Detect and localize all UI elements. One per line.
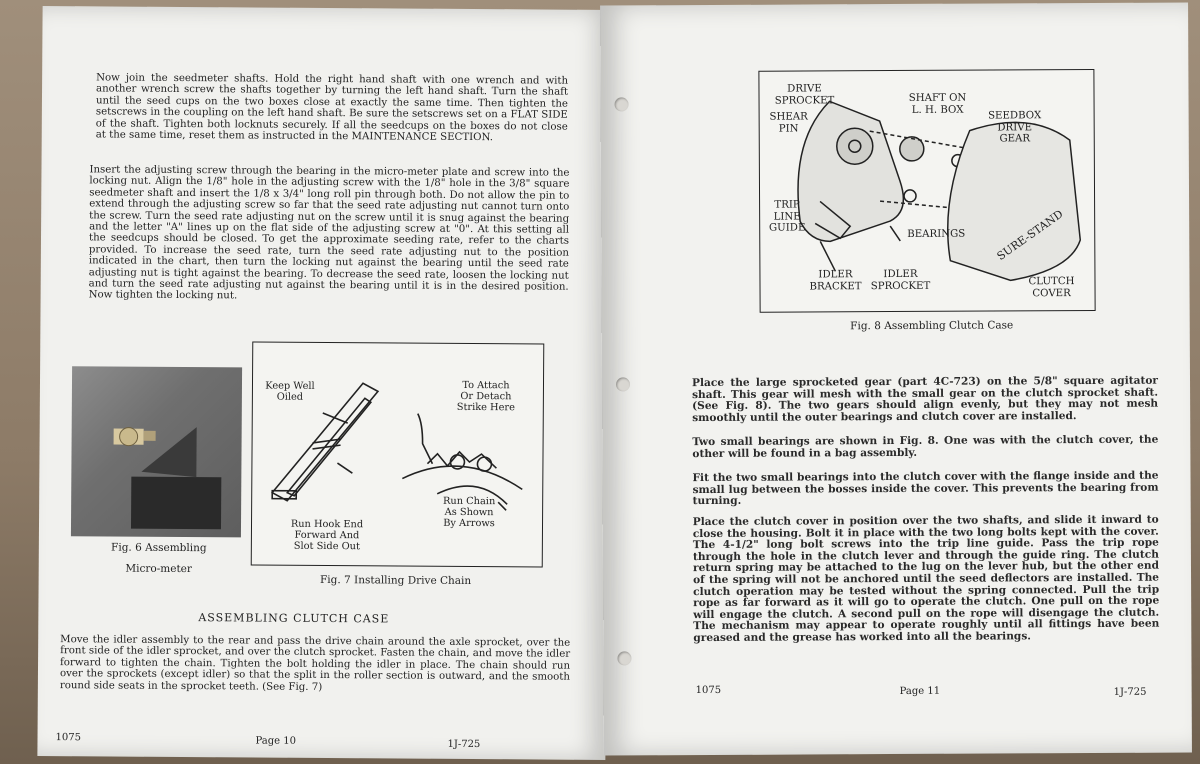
fig8-diagram bbox=[758, 69, 1095, 313]
section-heading: ASSEMBLING CLUTCH CASE bbox=[198, 611, 390, 626]
fig8-label-trip-line-guide: TRIP LINE GUIDE bbox=[768, 199, 806, 234]
fig8-label-clutch-cover: CLUTCH COVER bbox=[1028, 276, 1075, 299]
paragraph-fit-bearings: Fit the two small bearings into the clutch cover with the flange inside and the small lug between the bosses inside the cover. This prevents the bearing from turning. bbox=[692, 469, 1159, 508]
binder-hole bbox=[617, 651, 631, 665]
fig8-label-idler-bracket: IDLER BRACKET bbox=[809, 269, 862, 292]
page-number: Page 10 bbox=[255, 735, 297, 747]
fig8-label-drive-sprocket: DRIVE SPROCKET bbox=[774, 83, 835, 107]
page-11 bbox=[600, 2, 1192, 755]
fig8-caption: Fig. 8 Assembling Clutch Case bbox=[850, 319, 1014, 333]
page-10 bbox=[37, 6, 610, 760]
fig7-caption: Fig. 7 Installing Drive Chain bbox=[319, 573, 472, 588]
fig8-label-shear-pin: SHEAR PIN bbox=[769, 111, 808, 135]
binder-hole bbox=[616, 377, 630, 391]
fig6-caption-line2: Micro-meter bbox=[125, 562, 192, 576]
paragraph-clutch-case: Move the idler assembly to the rear and pass the drive chain around the axle sprocket, over the front side of the idler sprocket, and over the clutch sprocket. Fasten the chain, and move the idler forward to tighten the chain. Tighten the bolt holding the idler in place. The chain should run over the sprockets (except idler) so that the split in the roller section is outward, and the smooth round side seats in the sprocket teeth. (See Fig. 7) bbox=[59, 634, 571, 693]
fig6-photo bbox=[71, 366, 242, 537]
page-number: Page 11 bbox=[899, 685, 941, 697]
paragraph-join-shafts: Now join the seedmeter shafts. Hold the right hand shaft with one wrench and with another wrench screw the shafts together by turning the left hand shaft. Turn the shaft until the seed cups on the two boxes close at exactly the same time. Then tighten the setscrews in the coupling on the left hand shaft. Be sure the setscrews set on a FLAT SIDE of the shaft. Tighten both locknuts securely. If all the seedcups on the boxes do not close at the same time, reset them as instructed in the MAINTENANCE SECTION. bbox=[95, 72, 569, 144]
footer-code: 1075 bbox=[55, 732, 82, 744]
paragraph-sprocketed-gear: Place the large sprocketed gear (part 4C-723) on the 5/8" square agitator shaft. This gear will mesh with the small gear on the clutch sprocket shaft. (See Fig. 8). The two gears should align evenly, but they may not mesh smoothly until the outer bearings and clutch cover are installed. bbox=[691, 374, 1159, 424]
fig7-label-hook: Run Hook End Forward And Slot Side Out bbox=[290, 518, 364, 553]
fig7-label-attach: To Attach Or Detach Strike Here bbox=[456, 379, 515, 414]
fig8-label-shaft-lh-box: SHAFT ON L. H. BOX bbox=[908, 92, 967, 116]
footer-part: 1J-725 bbox=[447, 738, 481, 751]
binder-hole bbox=[615, 97, 629, 111]
fig6-caption-line1: Fig. 6 Assembling bbox=[111, 541, 207, 555]
paragraph-adjusting-screw: Insert the adjusting screw through the bearing in the micro-meter plate and screw into the locking nut. Align the 1/8" hole in the adjusting screw with the 1/8" hole in the 3/8" square seedmeter shaft and insert the 1/8 x 3/4" long roll pin through both. Do not allow the pin to extend through the adjusting screw so far that the seed rate adjusting nut cannot turn onto the screw. Turn the seed rate adjusting nut on the screw until it is snug against the bearing and the letter "A" lines up on the flat side of the adjusting screw at "0". At this setting all the seedcups should be closed. To get the approximate seeding rate, refer to the charts provided. To increase the seed rate, turn the seed rate adjusting nut to the position indicated in the chart, then turn the locking nut against the bearing until the seed rate adjusting nut is tight against the bearing. To decrease the seed rate, loosen the locking nut and turn the seed rate adjusting nut against the bearing until it is in the desired position. Now tighten the locking nut. bbox=[88, 164, 570, 302]
fig8-label-bearings: BEARINGS bbox=[907, 228, 966, 240]
paragraph-clutch-cover: Place the clutch cover in position over the two shafts, and slide it inward to close the housing. Bolt it in place with the two long bolts kept with the cover. The 4-1/2" long bolt screws into the trip line guide. Pass the trip rope through the hole in the clutch lever and through the guide ring. The clutch return spring may be attached to the lug on the lever hub, but the other end of the spring will not be anchored until the seed deflectors are installed. The clutch operation may be tested without the spring connected. Pull the trip rope as far forward as it will go to operate the clutch. One pull on the rope will engage the clutch. A second pull on the rope will disengage the clutch. The mechanism may appear to operate roughly until all fittings have been greased and the grease has worked into all the bearings. bbox=[692, 513, 1160, 645]
footer-part: 1J-725 bbox=[1113, 686, 1147, 698]
fig8-label-idler-sprocket: IDLER SPROCKET bbox=[870, 268, 931, 292]
svg-text:SURE-STAND: SURE-STAND bbox=[994, 207, 1066, 263]
fig7-label-keep-oiled: Keep Well Oiled bbox=[265, 380, 315, 403]
fig8-label-seedbox-drive-gear: SEEDBOX DRIVE GEAR bbox=[988, 110, 1042, 145]
fig7-diagram bbox=[251, 341, 545, 567]
footer-code: 1075 bbox=[695, 684, 722, 697]
paragraph-small-bearings: Two small bearings are shown in Fig. 8. One was with the clutch cover, the other will be found in a bag assembly. bbox=[692, 433, 1159, 460]
fig7-label-run-chain: Run Chain As Shown By Arrows bbox=[443, 495, 496, 530]
